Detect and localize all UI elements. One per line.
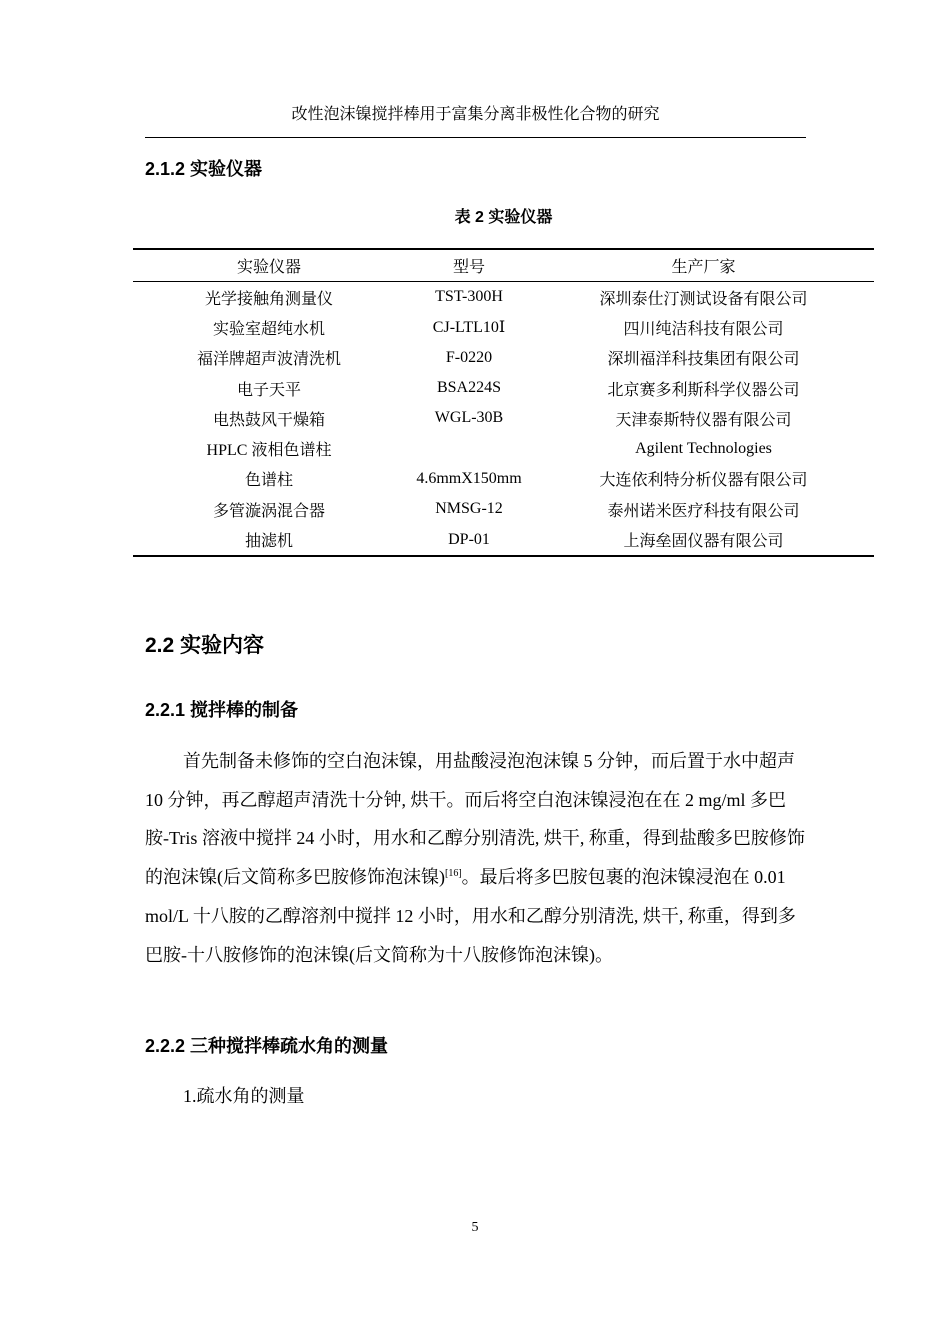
table-cell-manufacturer: 深圳福洋科技集团有限公司 xyxy=(607,351,800,369)
table-cell-manufacturer: 天津泰斯特仪器有限公司 xyxy=(615,411,792,429)
table-cell-instrument: 电子天平 xyxy=(236,381,301,399)
heading-2-1-2: 2.1.2 实验仪器 xyxy=(145,159,263,179)
table-cell-instrument: 色谱柱 xyxy=(244,472,293,490)
table-row xyxy=(133,433,874,463)
table-cell-instrument: 抽滤机 xyxy=(133,524,405,555)
list-item: 1.疏水角的测量 xyxy=(183,1086,305,1106)
table-caption: 表 2 实验仪器 xyxy=(454,209,553,226)
column-header-model: 型号 xyxy=(405,249,533,282)
page-number: 5 xyxy=(471,1220,479,1235)
table-row xyxy=(133,403,874,433)
table-cell-manufacturer: 泰州诺米医疗科技有限公司 xyxy=(607,502,800,520)
table-cell-instrument: 多管漩涡混合器 xyxy=(212,502,325,520)
instrument-table xyxy=(133,248,874,557)
running-header: 改性泡沫镍搅拌棒用于富集分离非极性化合物的研究 xyxy=(291,106,660,123)
citation-reference: [16] xyxy=(445,868,462,880)
paragraph-text-continued: 。最后将多巴胺包裹的泡沫镍浸泡在 0.01 mol/L 十八胺的乙醇溶剂中搅拌 12 小时，用水和乙醇分别清洗, 烘干, 称重，得到多巴胺-十八胺修饰的泡沫镍(后文简称为十八胺修饰泡沫镍)。 xyxy=(145,867,796,965)
paragraph-text: 首先制备未修饰的空白泡沫镍，用盐酸浸泡泡沫镍 5 分钟，而后置于水中超声 10 分钟，再乙醇超声清洗十分钟, 烘干。而后将空白泡沫镍浸泡在在 2 mg/ml 多巴胺-Tris 溶液中搅拌 24 小时，用水和乙醇分别清洗, 烘干, 称重，得到盐酸多巴胺修饰的泡沫镍(后文简称多巴胺修饰泡沫镍) xyxy=(145,751,805,888)
table-cell-model: NMSG-12 xyxy=(435,500,503,518)
table-row xyxy=(133,524,874,555)
table-cell-instrument: HPLC 液相色谱柱 xyxy=(206,442,332,460)
header-divider xyxy=(145,137,806,138)
table-cell-instrument: 光学接触角测量仪 xyxy=(204,290,333,308)
table-cell-model xyxy=(405,433,533,463)
table-row xyxy=(133,282,874,313)
table-row xyxy=(133,312,874,342)
table-header-row xyxy=(133,249,874,282)
heading-2-2: 2.2 实验内容 xyxy=(145,634,265,657)
table-cell-model: DP-01 xyxy=(405,524,533,555)
table-cell-instrument: 福洋牌超声波清洗机 xyxy=(196,351,341,369)
table-cell-model: 4.6mmX150mm xyxy=(416,469,522,487)
table-row xyxy=(133,373,874,403)
table-row xyxy=(133,464,874,494)
table-cell-model: WGL-30B xyxy=(434,409,504,427)
heading-2-2-2: 2.2.2 三种搅拌棒疏水角的测量 xyxy=(145,1036,389,1056)
table-cell-manufacturer: 北京赛多利斯科学仪器公司 xyxy=(607,381,800,399)
table-row xyxy=(133,494,874,524)
table-cell-model: BSA224S xyxy=(436,379,502,397)
table-row xyxy=(133,343,874,373)
column-header-manufacturer: 生产厂家 xyxy=(533,249,874,282)
table-cell-instrument: 电热鼓风干燥箱 xyxy=(212,411,325,429)
table-cell-model: CJ-LTL10Ⅰ xyxy=(432,319,506,337)
heading-2-2-1: 2.2.1 搅拌棒的制备 xyxy=(145,700,299,720)
table-cell-manufacturer: 上海垒固仪器有限公司 xyxy=(533,524,874,555)
body-paragraph xyxy=(145,742,805,974)
table-cell-manufacturer: Agilent Technologies xyxy=(635,439,772,457)
table-cell-model: TST-300H xyxy=(435,288,503,306)
column-header-instrument: 实验仪器 xyxy=(133,249,405,282)
table-cell-manufacturer: 四川纯洁科技有限公司 xyxy=(623,320,784,338)
table-cell-instrument: 实验室超纯水机 xyxy=(212,320,325,338)
table-cell-manufacturer: 大连依利特分析仪器有限公司 xyxy=(599,472,808,490)
table-cell-manufacturer: 深圳泰仕汀测试设备有限公司 xyxy=(599,290,808,308)
table-cell-model: F-0220 xyxy=(445,348,493,366)
